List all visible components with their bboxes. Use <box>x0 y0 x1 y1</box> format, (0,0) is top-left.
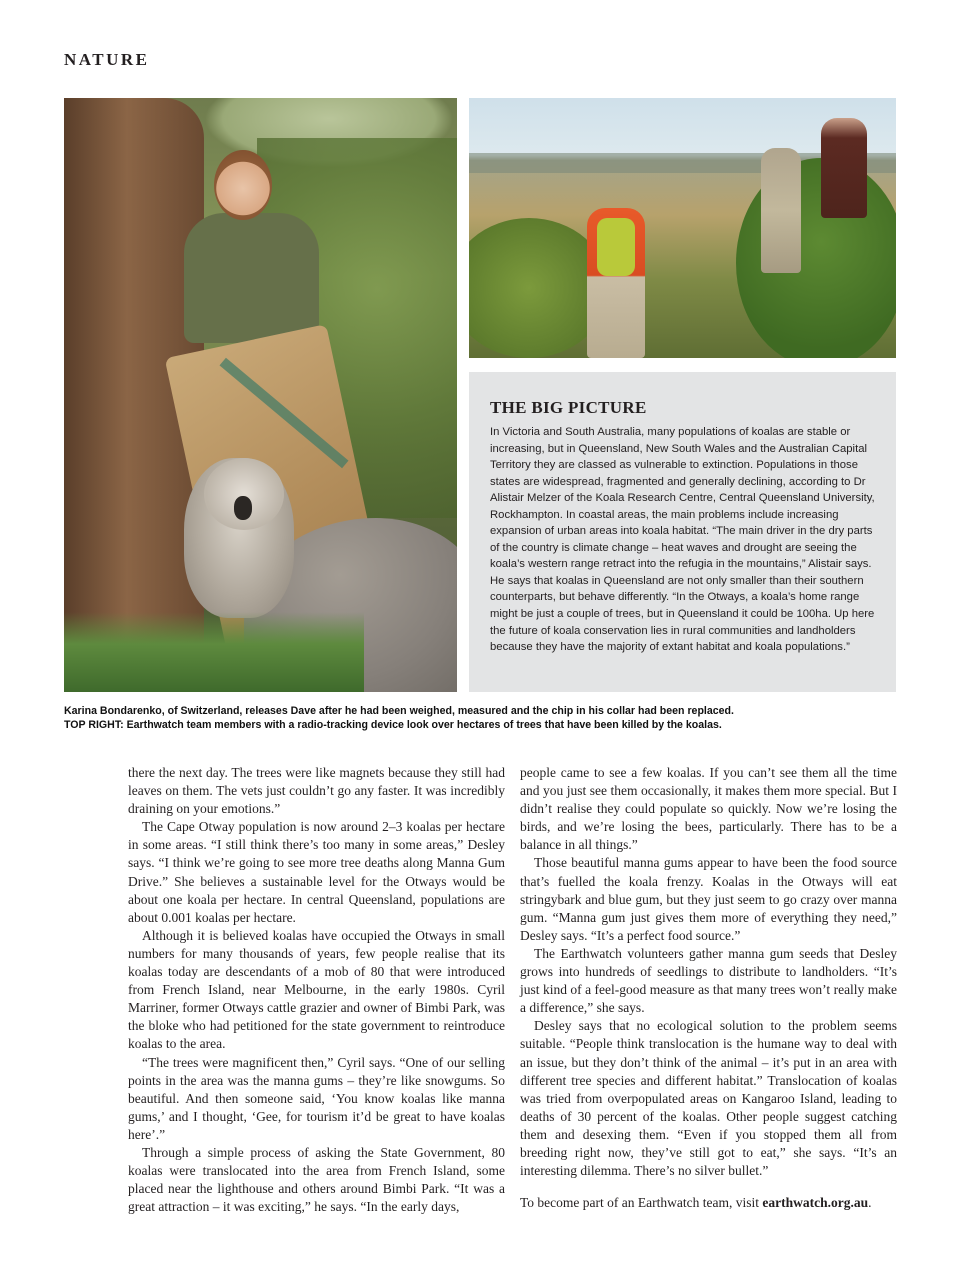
paragraph: people came to see a few koalas. If you can’t see them all the time and you just see them occasionally, it makes them more special. But I didn’t realise they could populate so quickly. Now we’re losing the birds, and we’re losing the bees, particularly. There has to be a balance in all things.” <box>520 765 897 853</box>
paragraph: “The trees were magnificent then,” Cyril says. “One of our selling points in the area was the manna gums – they’re like snowgums. So beautiful. And then someone said, ‘You know koalas like manna gums,’ and I thought, ‘Gee, for tourism it’d be great to have koalas here’.” <box>128 1054 505 1142</box>
body-column-left <box>128 764 505 1216</box>
paragraph: Although it is believed koalas have occupied the Otways in small numbers for many thousands of years, few people realise that its koalas today are descendants of a mob of 80 that were introduced from French Island, near Melbourne, in the early 1980s. Cyril Marriner, former Otways cattle grazier and owner of Bimbi Park, was the bloke who had petitioned for the state government to reintroduce koalas to the area. <box>128 927 505 1052</box>
body-column-right <box>520 764 897 1212</box>
scrub-bush <box>736 158 896 358</box>
sidebar-title: THE BIG PICTURE <box>490 398 647 417</box>
earthwatch-link[interactable]: earthwatch.org.au <box>762 1195 869 1211</box>
koala-nose <box>234 496 252 520</box>
person-body <box>184 213 319 343</box>
paragraph: Desley says that no ecological solution to the problem seems suitable. “People think translocation is the humane way to deal with an issue, but they don’t think of the animal – it’s put in an area with different tree species and different habitat.” Translocation of koalas was tried from overpopulated areas on Kangaroo Island, leading to deaths of 30 percent of the koalas. Other people suggest catching them and desexing them. “Even if you stopped them all from breeding right now, they’ve still got to eat,” she says. “It’s an interesting dilemma. There’s no silver bullet.” <box>520 1018 897 1179</box>
ferns <box>64 612 364 692</box>
caption-line: Karina Bondarenko, of Switzerland, releases Dave after he had been weighed, measured and the chip in his collar had been replaced. <box>64 705 734 717</box>
sidebar-big-picture <box>469 372 896 692</box>
caption-line: TOP RIGHT: Earthwatch team members with a radio-tracking device look over hectares of trees that have been killed by the koalas. <box>64 719 722 731</box>
paragraph: Through a simple process of asking the State Government, 80 koalas were translocated into the area from French Island, some placed near the lighthouse and others around Bimbi Park. “It was a great attraction – it was exciting,” he says. “In the early days, <box>128 1144 505 1215</box>
closing-end: . <box>868 1195 872 1211</box>
hiker-camera <box>821 118 867 218</box>
hiker-antenna <box>761 148 801 273</box>
photo-team-scrub <box>469 98 896 358</box>
photo-caption <box>64 704 924 732</box>
paragraph: The Cape Otway population is now around 2–3 koalas per hectare in some areas. “I still think there’s too many in some areas,” Desley says. “I think we’re going to see more tree deaths along Manna Gum Drive.” She believes a sustainable level for the Otways would be about one koala per hectare. In central Queensland, populations are about 0.001 koalas per hectare. <box>128 819 505 925</box>
paragraph: Those beautiful manna gums appear to have been the food source that’s fuelled the koala frenzy. Koalas in the Otways will eat stringybark and blue gum, but they just seem to go crazy over manna gum. “Manna gum just gives them more of everything they need,” Desley says. “It’s a perfect food source.” <box>520 855 897 943</box>
closing-text: To become part of an Earthwatch team, visit <box>520 1195 763 1211</box>
section-label: NATURE <box>64 50 150 69</box>
closing-note <box>520 1194 897 1212</box>
person-head <box>214 150 272 220</box>
backpack <box>597 218 635 276</box>
photo-koala-release <box>64 98 457 692</box>
paragraph: The Earthwatch volunteers gather manna gum seeds that Desley grows into hundreds of seedlings to distribute to landholders. “It’s just kind of a feel-good measure as that many trees won’t really make a difference,” she says. <box>520 945 897 1016</box>
sidebar-text: In Victoria and South Australia, many populations of koalas are stable or increasing, but in Queensland, New South Wales and the Australian Capital Territory they are classed as vulnerable to extinction. Populations in those states are widespread, fragmented and generally declining, according to Dr Alistair Melzer of the Koala Research Centre, Central Queensland University, Rockhampton. In coastal areas, the main problems include increasing expansion of urban areas into koala habitat. “The main driver in the dry parts of the country is climate change – heat waves and drought are seeing the koala’s western range retract into the refugia in the mountains,” Alistair says. He says that koalas in Queensland are not only smaller than their southern counterparts, but behave differently. “In the Otways, a koala’s home range might be just a couple of trees, but in Queensland it could be 100ha. Up here the future of koala conservation lies in rural communities and landholders because they have the majority of extant habitat and koala populations.” <box>490 426 875 654</box>
paragraph: there the next day. The trees were like magnets because they still had leaves on them. The vets just couldn’t go any faster. It was incredibly draining on your emotions.” <box>128 765 505 817</box>
